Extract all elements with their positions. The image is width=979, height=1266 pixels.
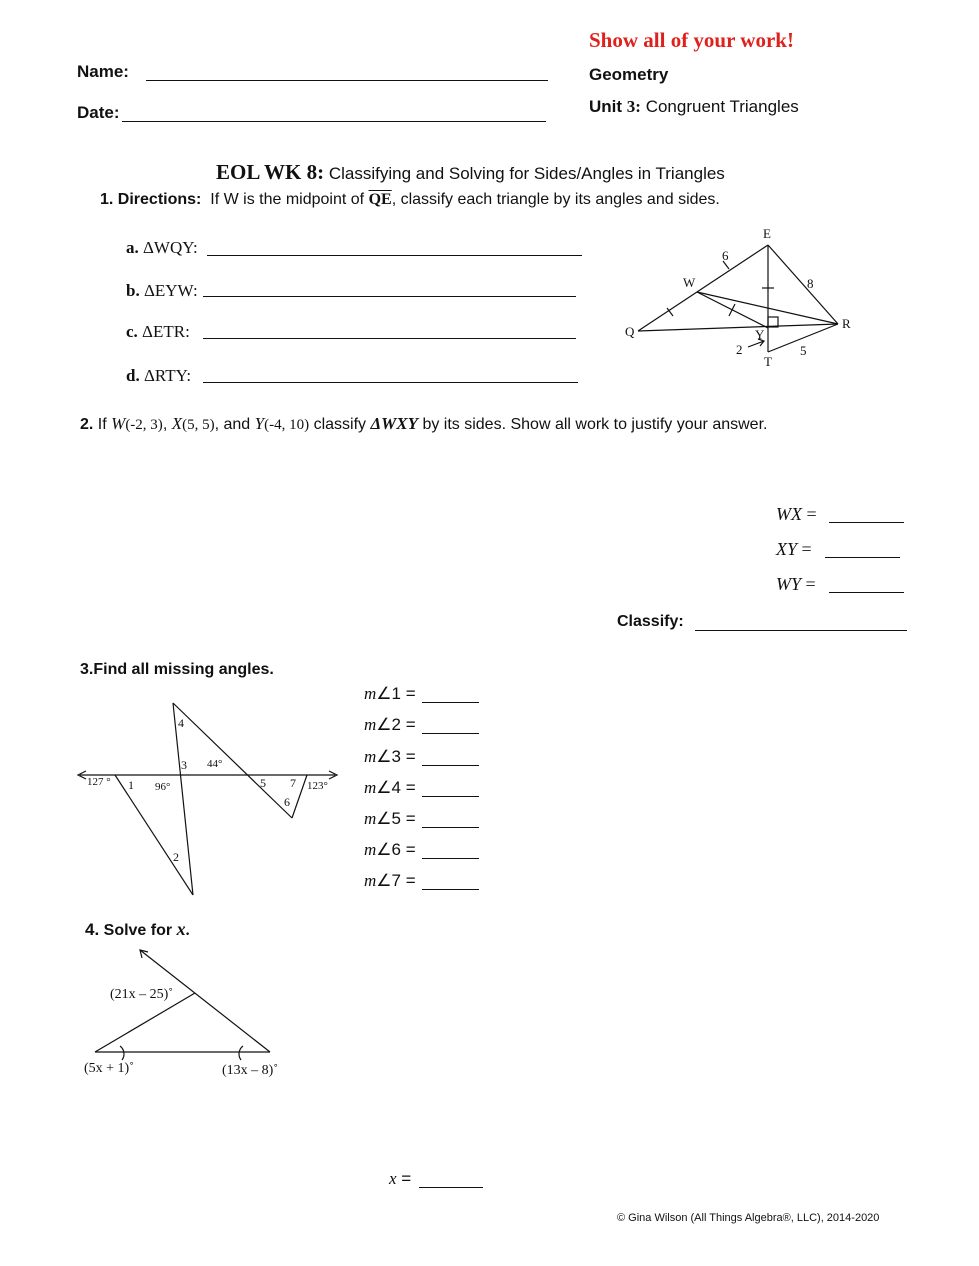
q4-period: . <box>185 922 190 939</box>
q1-item-letter: c. <box>126 322 138 341</box>
q2-if: If <box>97 416 107 433</box>
xy-label: XY = <box>776 539 812 559</box>
x-answer[interactable] <box>419 1187 483 1188</box>
title-eol: EOL WK 8: <box>216 160 325 184</box>
q2-and: , and <box>214 416 251 433</box>
q1-item-triangle: ΔEYW: <box>143 281 198 300</box>
exterior-angle-label: (21x – 25)˚ <box>110 987 173 1002</box>
angle-label-4: 4 <box>178 716 184 730</box>
unit-word: Unit <box>589 97 623 116</box>
angle-arc-right <box>239 1046 243 1060</box>
q3-answer-row: m∠7 = <box>364 871 416 890</box>
copyright: © Gina Wilson (All Things Algebra®, LLC), 2014-2020 <box>617 1212 880 1224</box>
angle-label-5: 5 <box>260 776 266 790</box>
angle-44: 44° <box>207 758 223 770</box>
classify-label: Classify: <box>617 613 684 630</box>
name-label: Name: <box>77 62 129 81</box>
unit-title: Congruent Triangles <box>645 97 799 116</box>
angle-arc-left <box>120 1046 124 1060</box>
q3-answer-row: m∠4 = <box>364 778 416 797</box>
label-q: Q <box>625 324 635 339</box>
segment-qe: $\overline{QE}$ <box>368 191 392 208</box>
q1-item-triangle: ΔRTY: <box>143 366 192 385</box>
point-y-coords: (-4, 10) <box>264 417 310 433</box>
left-angle-label: (5x + 1)˚ <box>84 1061 134 1076</box>
wy-label: WY = <box>776 574 816 594</box>
q3-title: 3.Find all missing angles. <box>80 661 274 678</box>
point-x: X <box>171 414 183 433</box>
label-y: Y <box>755 327 765 342</box>
length-2: 2 <box>736 342 743 357</box>
q1-text-a: If W is the midpoint of <box>210 191 365 208</box>
unit-number: 3: <box>626 97 641 116</box>
angle-label-1: 1 <box>128 778 134 792</box>
q2-number: 2. <box>80 416 94 433</box>
right-angle-label: (13x – 8)˚ <box>222 1063 278 1078</box>
q1-item-letter: b. <box>126 281 140 300</box>
angle-123: 123° <box>307 780 328 792</box>
q3-answer-row: m∠2 = <box>364 715 416 734</box>
q1-text-b: , classify each triangle by its angles and sides. <box>391 191 720 208</box>
point-x-coords: (5, 5) <box>182 417 215 433</box>
q1-item-letter: a. <box>126 238 139 257</box>
q4-title-text: Solve for <box>103 922 173 939</box>
length-5: 5 <box>800 343 807 358</box>
q2-prompt: 2. If W(-2, 3), X(5, 5), and Y(-4, 10) classify ΔWXY by its sides. Show all work to justify your answer. <box>80 414 768 433</box>
q1-item-letter: d. <box>126 366 140 385</box>
angle-127: 127 ° <box>87 776 111 788</box>
subject: Geometry <box>589 65 669 84</box>
q4-var: x <box>176 919 186 939</box>
q1-directions-label: Directions: <box>117 191 202 208</box>
q1-number: 1. <box>100 191 114 208</box>
label-e: E <box>763 226 771 241</box>
show-work-note: Show all of your work! <box>589 28 794 52</box>
wx-label: WX = <box>776 504 817 524</box>
x-answer-label: x = <box>389 1169 412 1188</box>
angle-label-3: 3 <box>181 758 187 772</box>
q4-number: 4. <box>85 920 100 939</box>
length-6: 6 <box>722 248 729 263</box>
point-w-coords: (-2, 3) <box>125 417 163 433</box>
q2-tail: by its sides. Show all work to justify your answer. <box>422 416 768 433</box>
triangle-wxy: ΔWXY <box>370 414 418 433</box>
angle-label-2: 2 <box>173 850 179 864</box>
date-label: Date: <box>77 103 120 122</box>
angle-label-6: 6 <box>284 795 290 809</box>
q3-answer-row: m∠5 = <box>364 809 416 828</box>
point-w: W <box>111 414 126 433</box>
angle-96: 96° <box>155 781 171 793</box>
length-8: 8 <box>807 276 814 291</box>
q1-item-triangle: ΔWQY: <box>143 238 198 257</box>
q3-answer-row: m∠3 = <box>364 747 416 766</box>
point-y: Y <box>254 414 265 433</box>
angle-label-7: 7 <box>290 776 296 790</box>
q1-item-triangle: ΔETR: <box>142 322 190 341</box>
label-r: R <box>842 316 851 331</box>
q3-answer-row: m∠6 = <box>364 840 416 859</box>
q2-classify-word: classify <box>313 416 367 433</box>
label-w: W <box>683 275 696 290</box>
label-t: T <box>764 354 772 369</box>
title-text: Classifying and Solving for Sides/Angles in Triangles <box>328 164 725 183</box>
q3-answer-row: m∠1 = <box>364 684 416 703</box>
